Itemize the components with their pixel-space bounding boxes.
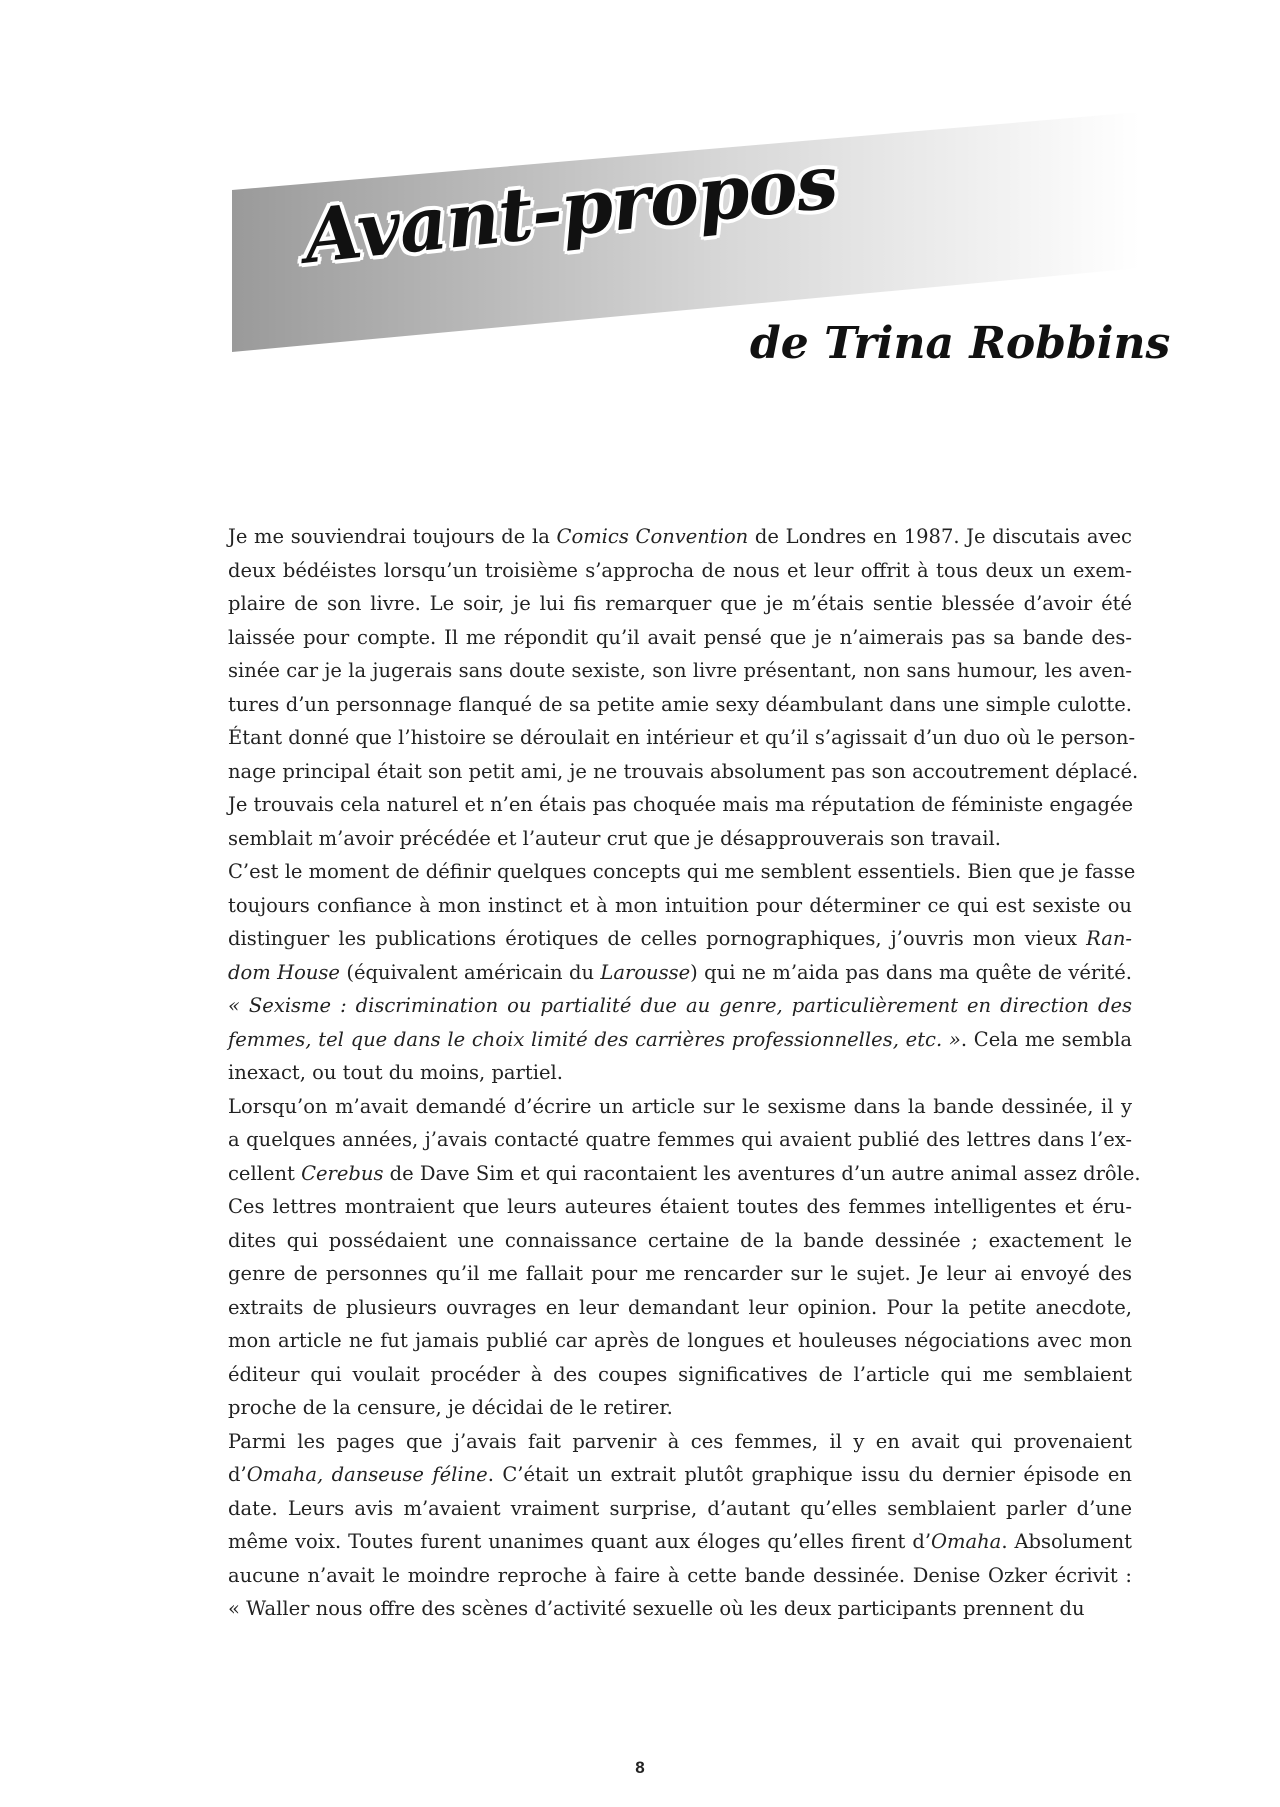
text-segment: ) qui ne m’aida pas dans ma quête de vérité. <box>690 960 1132 984</box>
italic-text: femmes, tel que dans le choix limité des carrières professionnelles, etc. » <box>228 1027 961 1051</box>
text-segment: de Londres en 1987. Je discutais avec <box>748 525 1132 548</box>
paragraph <box>228 855 1136 1090</box>
text-segment: « Waller nous offre des scènes d’activité sexuelle où les deux participants prennent du <box>228 1597 1085 1620</box>
text-segment: proche de la censure, je décidai de le retirer. <box>228 1396 673 1419</box>
text-line <box>228 956 1132 990</box>
text-segment: (équivalent américain du <box>339 960 601 984</box>
text-line <box>228 822 1132 856</box>
text-segment: genre de personnes qu’il me fallait pour me rencarder sur le sujet. Je leur ai envoyé des <box>228 1262 1132 1285</box>
text-segment: semblait m’avoir précédée et l’auteur crut que je désapprouverais son travail. <box>228 826 1001 850</box>
text-line <box>228 755 1139 789</box>
italic-text: Larousse <box>600 960 691 984</box>
text-segment: laissée pour compte. Il me répondit qu’il avait pensé que je n’aimerais pas sa bande des- <box>228 625 1132 649</box>
text-segment: . C’était un extrait plutôt graphique issu du dernier épisode en <box>487 1463 1132 1486</box>
text-segment: . Cela me sembla <box>960 1027 1132 1051</box>
text-segment: Je trouvais cela naturel et n’en étais pas choquée mais ma réputation de féministe engagée <box>228 793 1134 816</box>
text-line <box>228 1391 1132 1425</box>
text-line <box>228 1592 1132 1626</box>
text-segment: tures d’un personnage flanqué de sa petite amie sexy déambulant dans une simple culotte. <box>228 692 1132 716</box>
text-segment: d’ <box>228 1463 247 1486</box>
text-line <box>228 721 1136 755</box>
text-segment: Ces lettres montraient que leurs auteures étaient toutes des femmes intelligentes et éru- <box>228 1195 1132 1218</box>
text-line <box>228 1358 1132 1392</box>
italic-text: Comics Convention <box>556 525 749 548</box>
text-line <box>228 1291 1132 1325</box>
text-line <box>228 1190 1132 1224</box>
text-line <box>228 1458 1132 1492</box>
text-segment: deux bédéistes lorsqu’un troisième s’approcha de nous et leur offrit à tous deux un exem- <box>228 558 1132 582</box>
text-line <box>228 1257 1132 1291</box>
text-segment: nage principal était son petit ami, je ne trouvais absolument pas son accoutrement déplacé. <box>228 759 1139 783</box>
text-line <box>228 889 1132 923</box>
text-line <box>228 1090 1132 1124</box>
text-segment: . Absolument <box>1001 1530 1132 1553</box>
italic-text: Cerebus <box>301 1161 384 1185</box>
text-segment: extraits de plusieurs ouvrages en leur demandant leur opinion. Pour la petite anecdote, <box>228 1295 1132 1319</box>
text-segment: mon article ne fut jamais publié car après de longues et houleuses négociations avec mon <box>228 1329 1132 1352</box>
italic-text: Omaha, danseuse féline <box>246 1463 488 1486</box>
text-segment: toujours confiance à mon instinct et à mon intuition pour déterminer ce qui est sexiste ou <box>228 893 1132 917</box>
text-line <box>228 922 1132 956</box>
text-line <box>228 1324 1132 1358</box>
text-line <box>228 1157 1141 1191</box>
text-segment: même voix. Toutes furent unanimes quant aux éloges qu’elles firent d’ <box>228 1530 932 1553</box>
text-line <box>228 855 1136 889</box>
text-line <box>228 554 1132 588</box>
text-segment: éditeur qui voulait procéder à des coupes significatives de l’article qui me semblaient <box>228 1362 1132 1386</box>
text-line <box>228 1224 1132 1258</box>
text-line <box>228 1123 1132 1157</box>
text-line <box>228 587 1132 621</box>
text-segment: Lorsqu’on m’avait demandé d’écrire un article sur le sexisme dans la bande dessinée, il y <box>228 1094 1132 1118</box>
italic-text: « Sexisme : discrimination ou partialité due au genre, particulièrement en direction des <box>228 994 1132 1017</box>
text-segment: Je me souviendrai toujours de la <box>228 525 557 548</box>
body-text <box>228 520 1141 1626</box>
text-segment: cellent <box>228 1161 302 1185</box>
page-number: 8 <box>635 1758 645 1777</box>
text-line <box>228 654 1132 688</box>
text-line <box>228 1525 1132 1559</box>
text-line <box>228 989 1132 1023</box>
text-line <box>228 788 1132 822</box>
text-line <box>228 520 1132 554</box>
text-segment: dites qui possédaient une connaissance certaine de la bande dessinée ; exactement le <box>228 1228 1132 1252</box>
text-line <box>228 1056 1132 1090</box>
paragraph <box>228 520 1139 855</box>
text-line <box>228 1559 1132 1593</box>
text-segment: C’est le moment de définir quelques concepts qui me semblent essentiels. Bien que je fasse <box>228 860 1136 883</box>
text-segment: Parmi les pages que j’avais fait parvenir à ces femmes, il y en avait qui provenaient <box>228 1429 1132 1453</box>
paragraph <box>228 1425 1132 1626</box>
author-byline: de Trina Robbins <box>750 318 1171 369</box>
italic-text: Omaha <box>931 1530 1002 1553</box>
text-segment: aucune n’avait le moindre reproche à faire à cette bande dessinée. Denise Ozker écrivit : <box>228 1563 1132 1587</box>
paragraph <box>228 1090 1141 1425</box>
italic-text: dom House <box>228 960 340 984</box>
text-segment: plaire de son livre. Le soir, je lui fis remarquer que je m’étais sentie blessée d’avoir été <box>228 592 1132 615</box>
text-line <box>228 1425 1132 1459</box>
text-line <box>228 1492 1132 1526</box>
text-segment: date. Leurs avis m’avaient vraiment surprise, d’autant qu’elles semblaient parler d’une <box>228 1496 1132 1520</box>
text-line <box>228 688 1132 722</box>
italic-text: Ran- <box>1086 927 1132 950</box>
text-line <box>228 1023 1132 1057</box>
text-segment: de Dave Sim et qui racontaient les aventures d’un autre animal assez drôle. <box>383 1161 1141 1185</box>
page-title: Avant-propos <box>300 139 841 281</box>
text-segment: inexact, ou tout du moins, partiel. <box>228 1061 563 1084</box>
text-segment: distinguer les publications érotiques de celles pornographiques, j’ouvris mon vieux <box>228 927 1087 950</box>
text-segment: Étant donné que l’histoire se déroulait en intérieur et qu’il s’agissait d’un duo où le person- <box>228 726 1136 749</box>
text-line <box>228 621 1132 655</box>
text-segment: sinée car je la jugerais sans doute sexiste, son livre présentant, non sans humour, les aven- <box>228 659 1132 682</box>
text-segment: a quelques années, j’avais contacté quatre femmes qui avaient publié des lettres dans l’ex- <box>228 1128 1132 1151</box>
